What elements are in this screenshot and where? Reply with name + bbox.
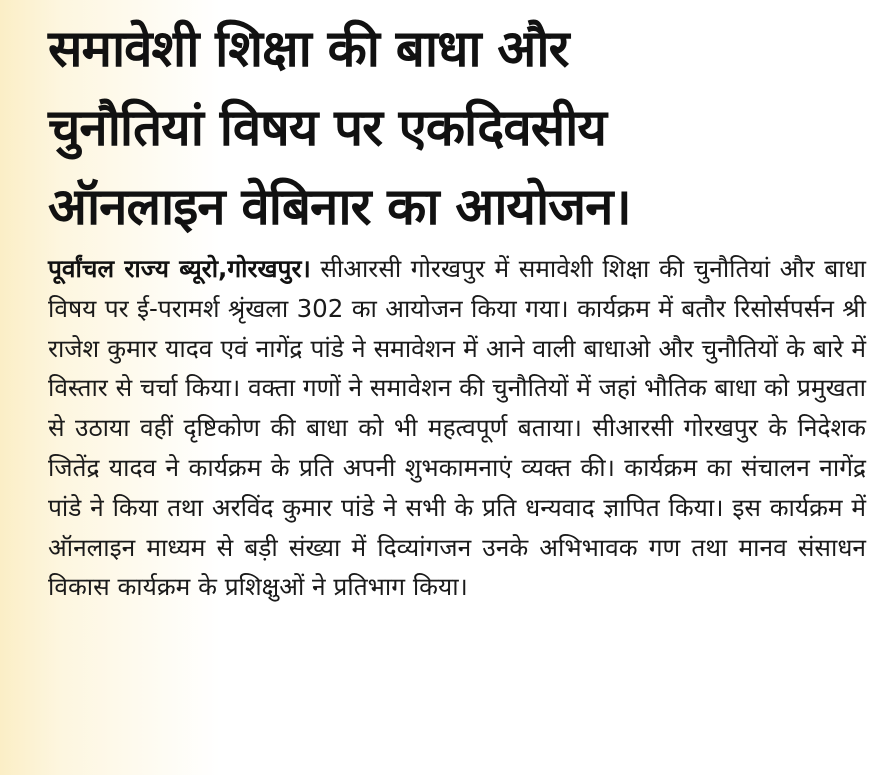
headline-line-1: समावेशी शिक्षा की बाधा और	[48, 20, 569, 79]
headline	[48, 10, 878, 247]
byline: पूर्वांचल राज्य ब्यूरो,गोरखपुर।	[48, 254, 311, 283]
headline-line-3: ऑनलाइन वेबिनार का आयोजन।	[48, 178, 631, 237]
headline-line-2: चुनौतियां विषय पर एकदिवसीय	[48, 99, 606, 158]
article-text: सीआरसी गोरखपुर में समावेशी शिक्षा की चुनौतियां और बाधा विषय पर ई-परामर्श श्रृंखला 302 का आयोजन किया गया। कार्यक्रम में बतौर रिसोर्सपर्सन श्री राजेश कुमार यादव एवं नागेंद्र पांडे ने समावेशन में आने वाली बाधाओ और चुनौतियों के बारे में विस्तार से चर्चा किया। वक्ता गणों ने समावेशन की चुनौतियों में जहां भौतिक बाधा को प्रमुखता से उठाया वहीं दृष्टिकोण की बाधा को भी महत्वपूर्ण बताया। सीआरसी गोरखपुर के निदेशक जितेंद्र यादव ने कार्यक्रम के प्रति अपनी शुभकामनाएं व्यक्त की। कार्यक्रम का संचालन नागेंद्र पांडे ने किया तथा अरविंद कुमार पांडे ने सभी के प्रति धन्यवाद ज्ञापित किया। इस कार्यक्रम में ऑनलाइन माध्यम से बड़ी संख्या में दिव्यांगजन उनके अभिभावक गण तथा मानव संसाधन विकास कार्यक्रम के प्रशिक्षुओं ने प्रतिभाग किया।	[48, 254, 867, 602]
article-body	[48, 249, 866, 607]
